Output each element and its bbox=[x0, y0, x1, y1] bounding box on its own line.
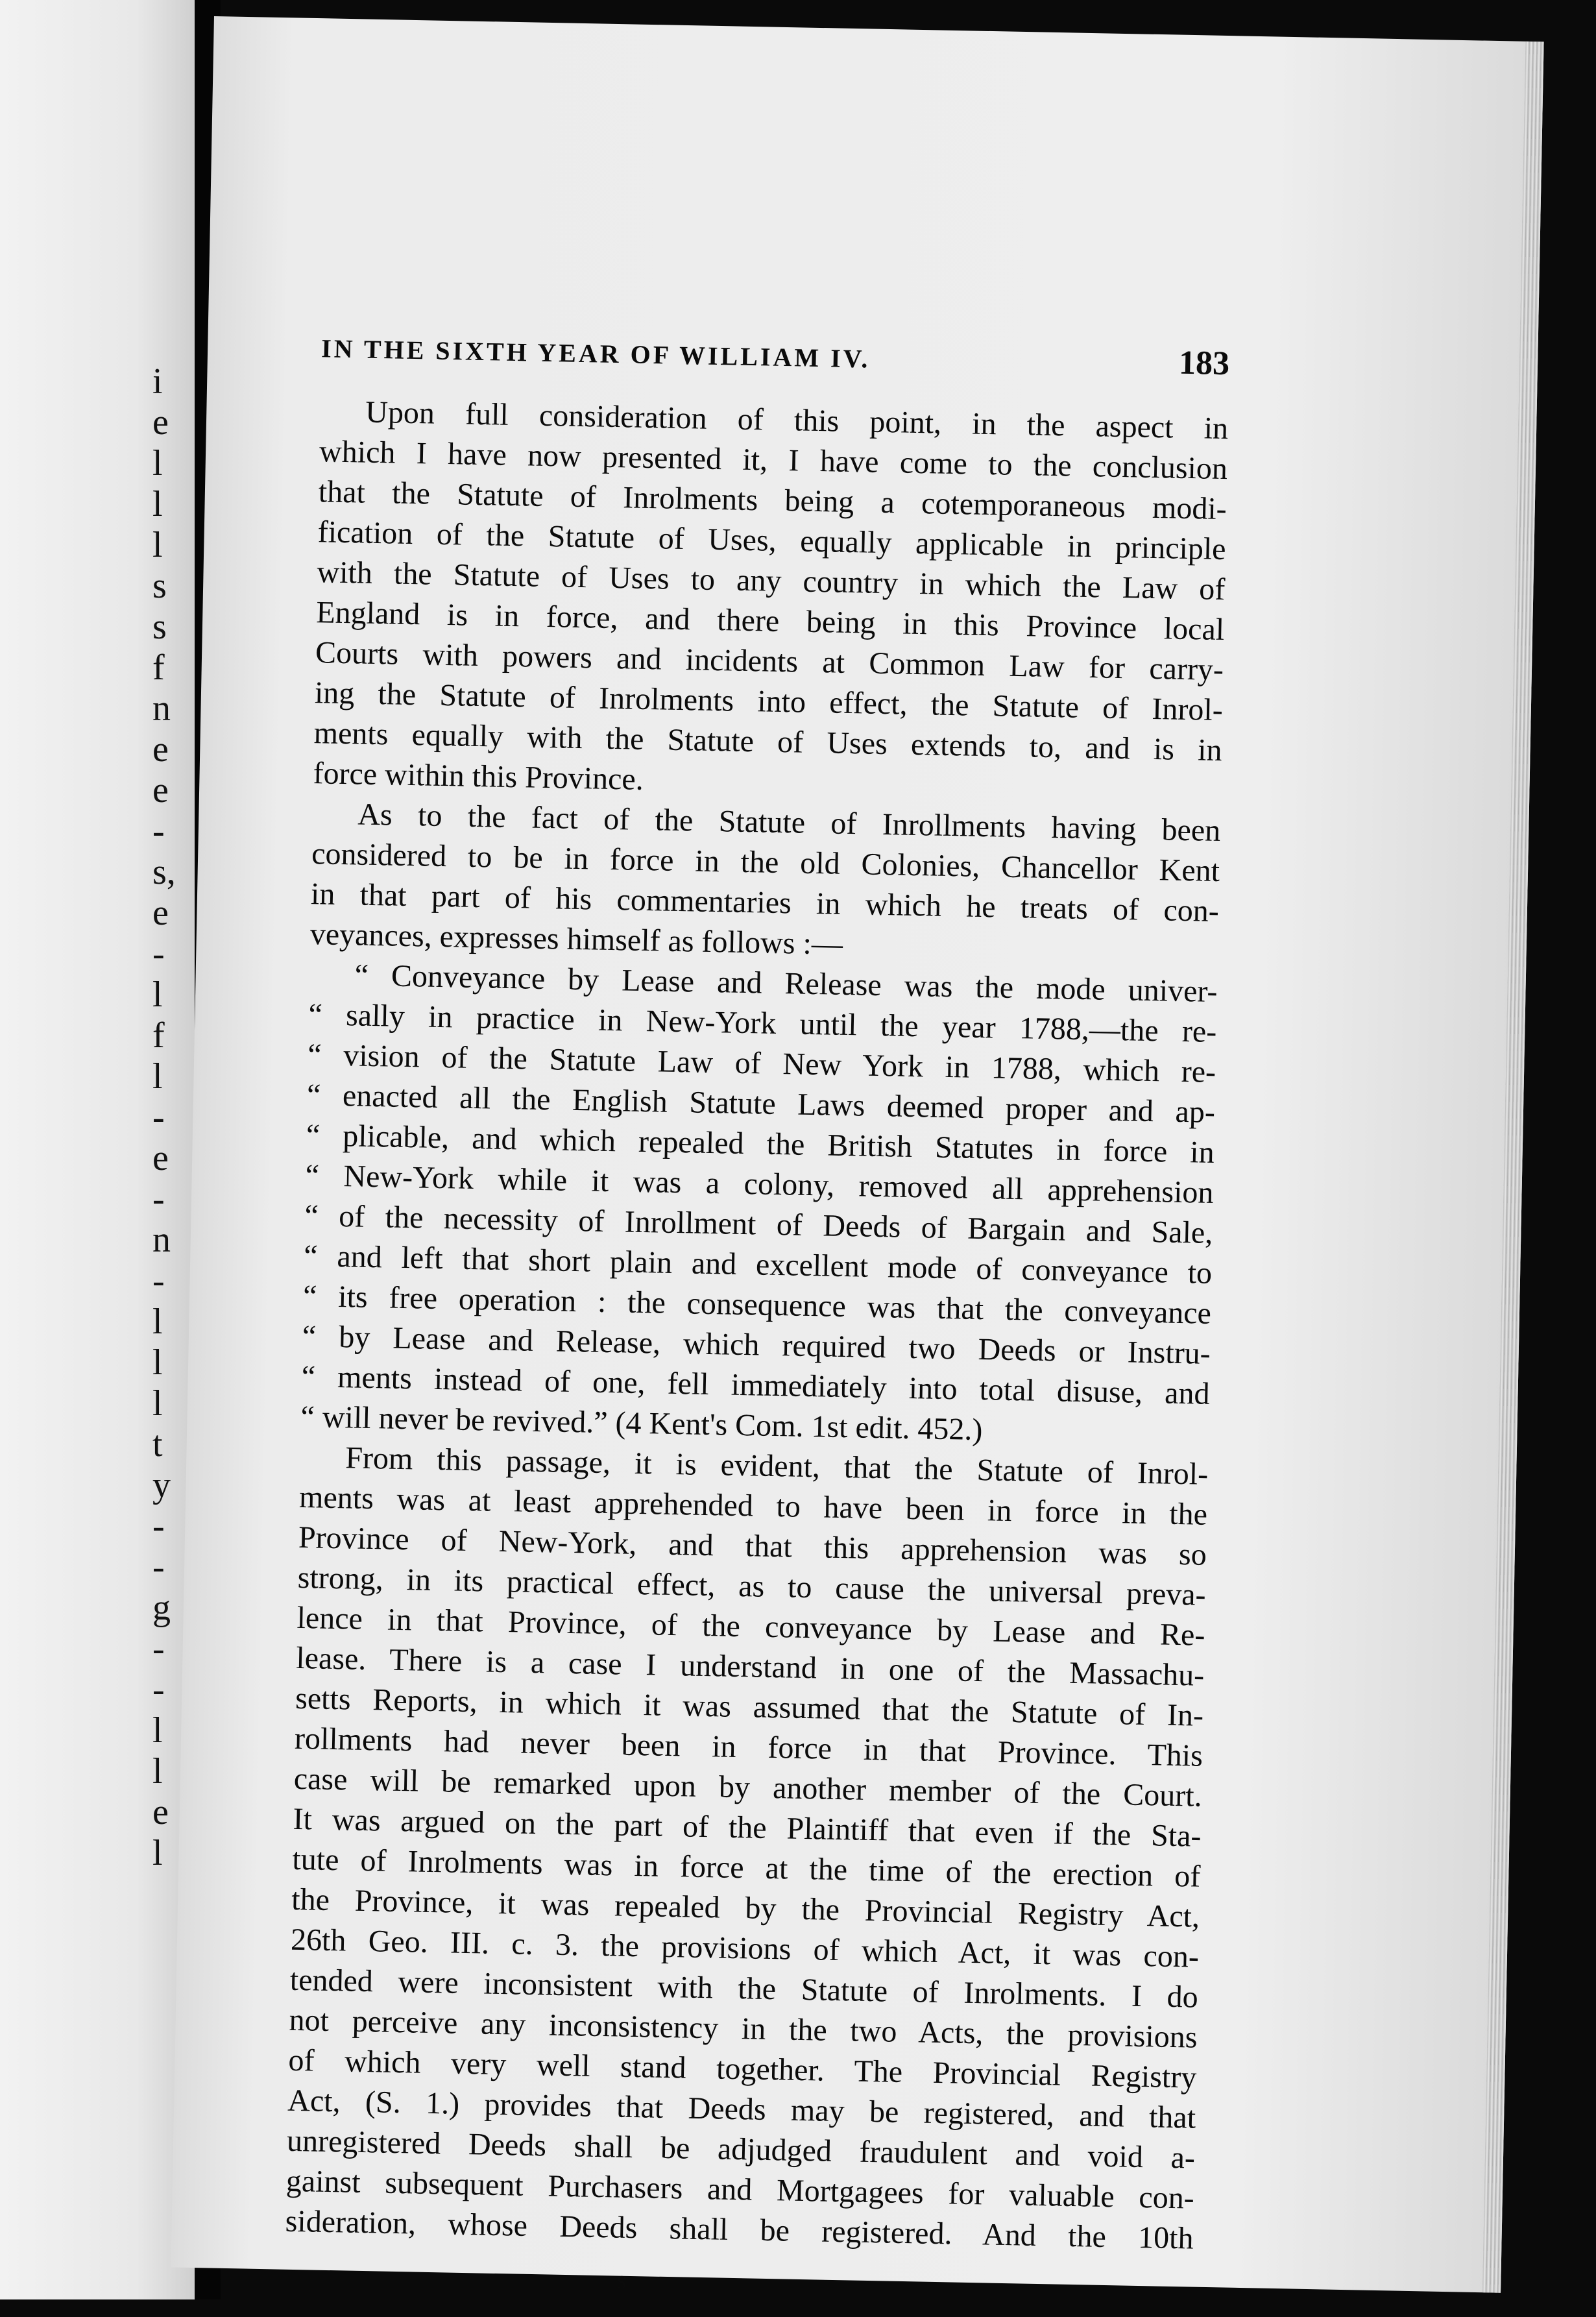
margin-fragment: g bbox=[152, 1588, 171, 1628]
margin-fragment: f bbox=[152, 648, 165, 688]
left-page-margin-text bbox=[152, 363, 185, 1876]
margin-fragment: l bbox=[152, 1710, 163, 1751]
text-line: force within this Province. bbox=[313, 756, 644, 797]
text-line: “ plicable, and which repealed the British Statutes in force in bbox=[306, 1118, 1215, 1170]
text-line: setts Reports, in which it was assumed that the Statute of In- bbox=[295, 1680, 1204, 1733]
margin-fragment: l bbox=[152, 443, 163, 483]
text-line: lease. There is a case I understand in one of the Massachu- bbox=[295, 1640, 1205, 1693]
text-line: “ enacted all the English Statute Laws deemed proper and ap- bbox=[306, 1078, 1216, 1130]
text-line: It was argued on the part of the Plaintiff that even if the Sta- bbox=[293, 1801, 1202, 1854]
text-line: ments was at least apprehended to have been in force in the bbox=[298, 1479, 1208, 1532]
signature-mark: s bbox=[616, 2264, 627, 2294]
text-line: that the Statute of Inrolments being a cotemporaneous modi- bbox=[318, 474, 1227, 527]
text-line: “ by Lease and Release, which required two Deeds or Instru- bbox=[302, 1318, 1211, 1371]
margin-fragment: - bbox=[152, 1629, 165, 1669]
text-line: in that part of his commentaries in which he treats of con- bbox=[310, 877, 1220, 928]
right-page bbox=[171, 16, 1543, 2293]
margin-fragment: - bbox=[152, 1097, 165, 1137]
margin-fragment: l bbox=[152, 1751, 163, 1791]
margin-fragment: - bbox=[152, 1261, 165, 1301]
text-line: sideration, whose Deeds shall be registered. And the 10th bbox=[285, 2203, 1194, 2256]
text-line: with the Statute of Uses to any country in which the Law of bbox=[317, 555, 1226, 607]
margin-fragment: e bbox=[152, 770, 169, 810]
margin-fragment: l bbox=[152, 1833, 163, 1873]
margin-fragment: - bbox=[152, 811, 165, 851]
page-number: 183 bbox=[1178, 344, 1230, 383]
text-line: Courts with powers and incidents at Common Law for carry- bbox=[315, 635, 1224, 688]
text-line: not perceive any inconsistency in the two Acts, the provisions bbox=[289, 2002, 1198, 2055]
margin-fragment: e bbox=[152, 1792, 169, 1832]
text-line: Province of New-York, and that this apprehension was so bbox=[298, 1520, 1207, 1572]
margin-fragment: n bbox=[152, 688, 171, 729]
text-line: rollments had never been in force in that Province. This bbox=[294, 1721, 1203, 1773]
text-line: ments equally with the Statute of Uses extends to, and is in bbox=[313, 716, 1223, 768]
left-page-fragment bbox=[0, 0, 195, 2299]
text-line: England is in force, and there being in this Province local bbox=[315, 595, 1225, 648]
text-line: strong, in its practical effect, as to cause the universal preva- bbox=[297, 1560, 1207, 1612]
margin-fragment: s bbox=[152, 566, 167, 606]
margin-fragment: n bbox=[152, 1220, 171, 1260]
body-text bbox=[285, 391, 1228, 2259]
margin-fragment: e bbox=[152, 893, 169, 933]
page-edge bbox=[1482, 42, 1544, 2293]
text-line: tended were inconsistent with the Statute of Inrolments. I do bbox=[289, 1962, 1199, 2015]
margin-fragment: i bbox=[152, 361, 163, 402]
margin-fragment: - bbox=[152, 1669, 165, 1710]
margin-fragment: l bbox=[152, 525, 163, 565]
text-line: ing the Statute of Inrolments into effect, the Statute of Inrol- bbox=[314, 675, 1224, 728]
running-head: IN THE SIXTH YEAR OF WILLIAM IV. bbox=[320, 334, 871, 374]
margin-fragment: l bbox=[152, 1302, 163, 1342]
margin-fragment: l bbox=[152, 484, 163, 524]
text-line: tute of Inrolments was in force at the time of the erection of bbox=[291, 1841, 1201, 1894]
text-line: Upon full consideration of this point, in the aspect in bbox=[365, 394, 1229, 446]
text-line: 26th Geo. III. c. 3. the provisions of which Act, it was con- bbox=[290, 1922, 1200, 1974]
text-line: unregistered Deeds shall be adjudged fraudulent and void a- bbox=[286, 2123, 1196, 2176]
text-line: veyances, expresses himself as follows :— bbox=[309, 917, 843, 962]
margin-fragment: l bbox=[152, 1383, 163, 1424]
text-line: “ New-York while it was a colony, removed all apprehension bbox=[305, 1158, 1214, 1210]
text-line: “ of the necessity of Inrollment of Deeds of Bargain and Sale, bbox=[304, 1198, 1213, 1250]
text-line: gainst subsequent Purchasers and Mortgagees for valuable con- bbox=[285, 2163, 1195, 2216]
text-line: “ Conveyance by Lease and Release was the mode univer- bbox=[354, 958, 1218, 1009]
text-line: the Province, it was repealed by the Provincial Registry Act, bbox=[291, 1882, 1200, 1934]
text-line: of which very well stand together. The Provincial Registry bbox=[288, 2043, 1197, 2095]
margin-fragment: s, bbox=[152, 852, 176, 892]
text-line: “ vision of the Statute Law of New York in 1788, which re- bbox=[307, 1037, 1216, 1089]
text-line: lence in that Province, of the conveyance by Lease and Re- bbox=[296, 1600, 1205, 1653]
text-line: “ sally in practice in New-York until the year 1788,—the re- bbox=[308, 997, 1217, 1049]
text-line: fication of the Statute of Uses, equally applicable in principle bbox=[317, 515, 1227, 567]
margin-fragment: t bbox=[152, 1424, 163, 1464]
margin-fragment: s bbox=[152, 607, 167, 647]
margin-fragment: f bbox=[152, 1015, 165, 1056]
text-line: Act, (S. 1.) provides that Deeds may be registered, and that bbox=[287, 2083, 1196, 2135]
margin-fragment: e bbox=[152, 1138, 169, 1178]
margin-fragment: y bbox=[152, 1465, 171, 1505]
margin-fragment: l bbox=[152, 1342, 163, 1383]
text-line: “ will never be revived.” (4 Kent's Com. 1st edit. 452.) bbox=[300, 1399, 983, 1448]
text-line: “ and left that short plain and excellent mode of conveyance to bbox=[303, 1239, 1213, 1291]
margin-fragment: l bbox=[152, 1056, 163, 1097]
text-line: considered to be in force in the old Colonies, Chancellor Kent bbox=[311, 836, 1220, 888]
margin-fragment: - bbox=[152, 934, 165, 974]
margin-fragment: e bbox=[152, 729, 169, 770]
text-line: As to the fact of the Statute of Inrollments having been bbox=[357, 797, 1221, 849]
text-line: case will be remarked upon by another member of the Court. bbox=[293, 1761, 1203, 1814]
text-line: which I have now presented it, I have come to the conclusion bbox=[319, 434, 1228, 487]
text-line: From this passage, it is evident, that the Statute of Inrol- bbox=[345, 1440, 1209, 1492]
margin-fragment: - bbox=[152, 1506, 165, 1546]
text-line: “ ments instead of one, fell immediately into total disuse, and bbox=[301, 1359, 1211, 1411]
text-line: “ its free operation : the consequence was that the conveyance bbox=[302, 1279, 1212, 1331]
page-text-block bbox=[284, 326, 1230, 2311]
margin-fragment: e bbox=[152, 402, 169, 443]
margin-fragment: - bbox=[152, 1179, 165, 1219]
margin-fragment: - bbox=[152, 1547, 165, 1587]
margin-fragment: l bbox=[152, 975, 163, 1015]
